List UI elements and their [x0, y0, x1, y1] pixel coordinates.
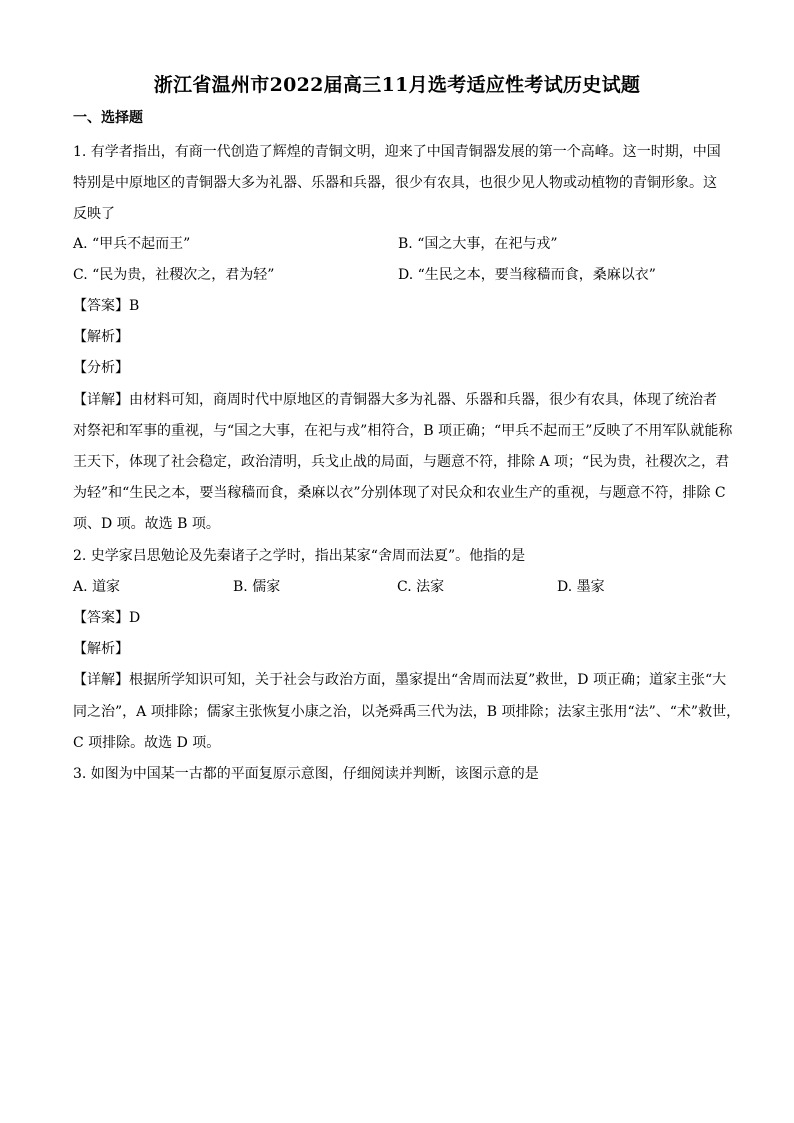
q1-option-d: D. “生民之本，要当稼穑而食，桑麻以衣” [398, 267, 656, 283]
q1-stem-line-3: 反映了 [73, 206, 115, 222]
q2-option-d: D. 墨家 [557, 579, 605, 595]
q1-detail-line-5: 项、D 项。故选 B 项。 [73, 516, 220, 532]
q2-analysis-label: 【解析】 [73, 641, 129, 657]
q1-stem-line-2: 特别是中原地区的青铜器大多为礼器、乐器和兵器，很少有农具，也很少见人物或动植物的青铜形象。这 [73, 175, 717, 191]
q1-analysis-label: 【解析】 [73, 329, 129, 345]
q1-answer: 【答案】B [73, 298, 140, 314]
q2-detail-line-3: C 项排除。故选 D 项。 [73, 735, 221, 751]
document-title: 浙江省温州市2022届高三11月选考适应性考试历史试题 [153, 74, 641, 96]
q2-option-a: A. 道家 [73, 579, 121, 595]
q1-option-a: A. “甲兵不起而王” [73, 236, 191, 252]
section-heading: 一、选择题 [73, 110, 143, 126]
q1-fenxi-label: 【分析】 [73, 360, 129, 376]
q2-option-b: B. 儒家 [233, 579, 281, 595]
q1-option-b: B. “国之大事，在祀与戎” [398, 236, 558, 252]
q1-detail-line-1: 【详解】由材料可知，商周时代中原地区的青铜器大多为礼器、乐器和兵器，很少有农具，体现了统治者 [73, 392, 717, 408]
q1-stem-line-1: 1. 有学者指出，有商一代创造了辉煌的青铜文明，迎来了中国青铜器发展的第一个高峰。这一时期，中国 [73, 144, 721, 160]
q2-stem: 2. 史学家吕思勉论及先秦诸子之学时，指出某家“舍周而法夏”。他指的是 [73, 548, 526, 564]
q1-option-c: C. “民为贵，社稷次之，君为轻” [73, 267, 275, 283]
q3-stem: 3. 如图为中国某一古都的平面复原示意图，仔细阅读并判断，该图示意的是 [73, 766, 539, 782]
q1-detail-line-4: 为轻”和“生民之本，要当稼穑而食，桑麻以衣”分别体现了对民众和农业生产的重视，与题意不符，排除 C [73, 485, 726, 501]
q2-detail-line-1: 【详解】根据所学知识可知，关于社会与政治方面，墨家提出“舍周而法夏”救世，D 项正确；道家主张“大 [73, 672, 727, 688]
q1-detail-line-2: 对祭祀和军事的重视，与“国之大事，在祀与戎”相符合，B 项正确；“甲兵不起而王”反映了不用军队就能称 [73, 423, 733, 439]
q1-detail-line-3: 王天下，体现了社会稳定，政治清明，兵戈止战的局面，与题意不符，排除 A 项；“民为贵，社稷次之，君 [73, 454, 730, 470]
q2-detail-line-2: 同之治”，A 项排除；儒家主张恢复小康之治，以尧舜禹三代为法，B 项排除；法家主张用“法”、“术”救世， [73, 704, 741, 720]
q2-option-c: C. 法家 [397, 579, 445, 595]
q2-answer: 【答案】D [73, 610, 141, 626]
